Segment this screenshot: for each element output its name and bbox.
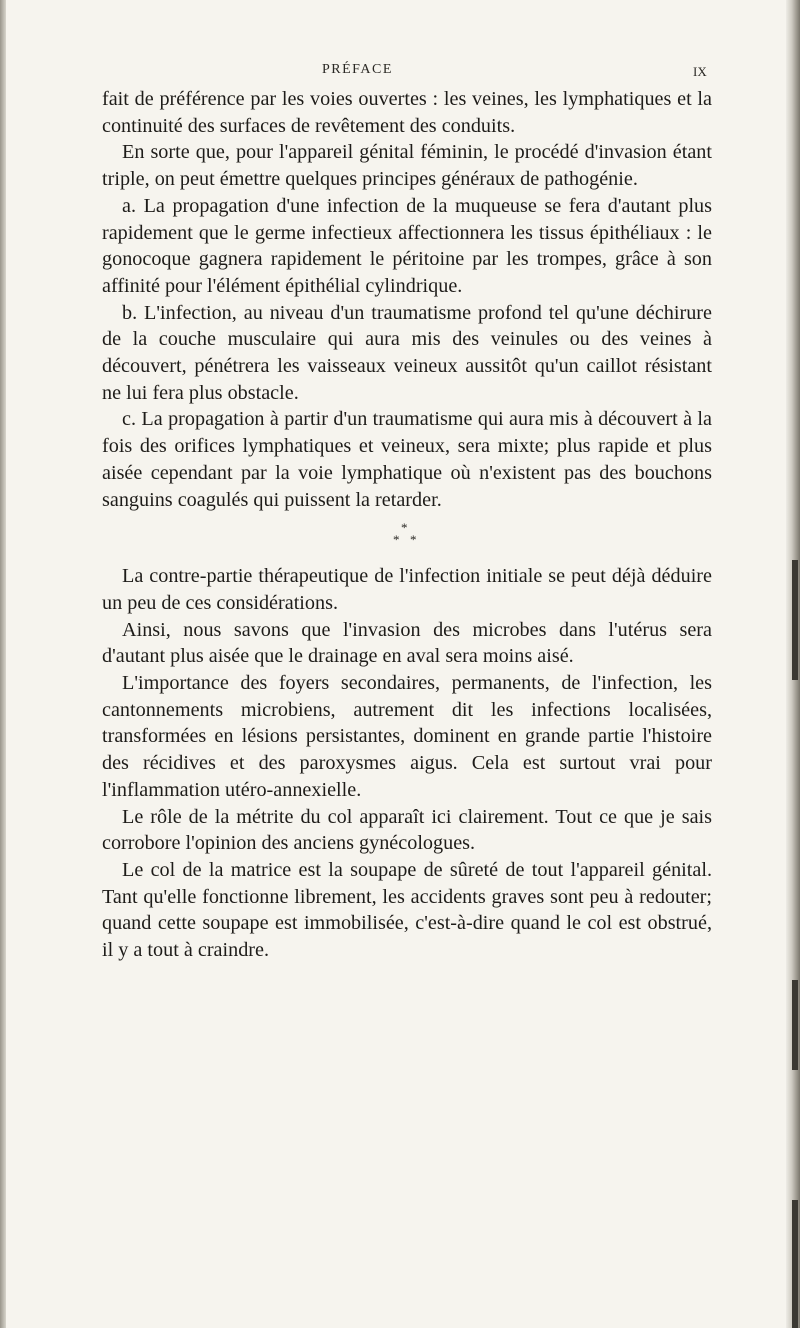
paragraph: L'importance des foyers secondaires, permanents, de l'infection, les cantonnements microbiens, autrement dit les infections localisées, transformées en lésions persistantes, dominent en grande partie l'histoire des récidives et des paroxysmes aigus. Cela est surtout vrai pour l'inflammation utéro-annexielle. — [102, 672, 712, 801]
body-text — [102, 86, 712, 964]
paragraph: Ainsi, nous savons que l'invasion des microbes dans l'utérus sera d'autant plus aisée que le drainage en aval sera moins aisé. — [102, 618, 712, 668]
paragraph: c. La propagation à partir d'un traumatisme qui aura mis à découvert à la fois des orifices lymphatiques et veineux, sera mixte; plus rapide et plus aisée cependant par la voie lymphatique où n'existent pas des bouchons sanguins coagulés qui puissent la retarder. — [102, 408, 712, 511]
paragraph: a. La propagation d'une infection de la muqueuse se fera d'autant plus rapidement que le germe infectieux affectionnera les tissus épithéliaux : le gonocoque gagnera rapidement le péritoine par les trompes, grâce à son affinité pour l'élément épithélial cylindrique. — [102, 194, 712, 297]
paragraph: fait de préférence par les voies ouvertes : les veines, les lymphatiques et la continuité des surfaces de revêtement des conduits. — [102, 88, 712, 137]
asterism-divider — [102, 517, 712, 563]
page-number: IX — [693, 64, 707, 79]
asterism-star: * — [393, 532, 400, 548]
edge-mark — [792, 560, 798, 680]
asterism-star: * — [410, 532, 417, 548]
edge-mark — [792, 980, 798, 1070]
page-right-edge — [786, 0, 800, 1328]
paragraph: La contre-partie thérapeutique de l'infection initiale se peut déjà déduire un peu de ces considérations. — [102, 565, 712, 614]
running-head: PRÉFACE — [322, 62, 393, 77]
paragraph: En sorte que, pour l'appareil génital féminin, le procédé d'invasion étant triple, on peut émettre quelques principes généraux de pathogénie. — [102, 141, 712, 191]
paragraph: b. L'infection, au niveau d'un traumatisme profond tel qu'une déchirure de la couche musculaire qui aura mis des veinules ou des veines à découvert, pénétrera les vaisseaux veineux aussitôt qu'un caillot résistant ne lui fera plus obstacle. — [102, 301, 712, 404]
edge-mark — [792, 1200, 798, 1328]
paragraph: Le col de la matrice est la soupape de sûreté de tout l'appareil génital. Tant qu'elle fonctionne librement, les accidents graves sont peu à redouter; quand cette soupape est immobilisée, c'est-à-dire quand le col est obstrué, il y a tout à craindre. — [102, 858, 712, 962]
paragraph: Le rôle de la métrite du col apparaît ici clairement. Tout ce que je sais corrobore l'opinion des anciens gynécologues. — [102, 805, 712, 855]
asterism-star: * — [401, 520, 408, 536]
page-gutter-shadow — [0, 0, 6, 1328]
page-header — [0, 62, 800, 82]
